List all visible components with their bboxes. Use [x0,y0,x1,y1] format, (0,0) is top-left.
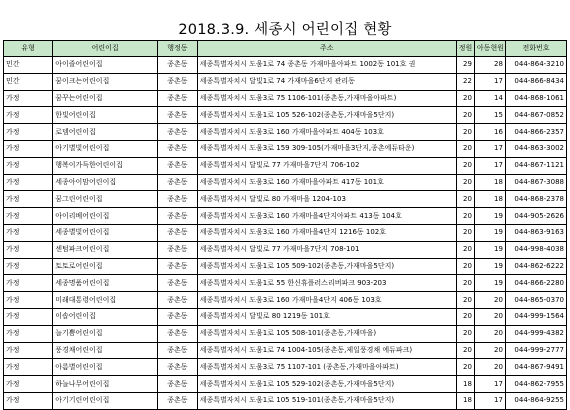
cell-dong: 종촌동 [158,57,198,74]
cell-name: 꿈꾸는어린이집 [53,90,158,107]
cell-dong: 종촌동 [158,359,198,376]
table-row [4,73,567,90]
table-row [4,308,567,325]
cell-capacity: 29 [456,57,474,74]
cell-dong: 종촌동 [158,107,198,124]
cell-type: 민간 [4,57,53,74]
table-body [4,57,567,410]
cell-phone: 044-866-2357 [505,124,566,141]
cell-name: 풍경채어린이집 [53,342,158,359]
cell-name: 세종명품어린이집 [53,275,158,292]
cell-enrolled: 17 [474,392,505,409]
cell-phone: 044-863-9163 [505,224,566,241]
cell-address: 세종특별자치시 달빛로 80 1219동 101호 [197,308,456,325]
cell-capacity: 20 [456,292,474,309]
cell-capacity: 18 [456,392,474,409]
cell-phone: 044-998-4038 [505,241,566,258]
table-row [4,124,567,141]
cell-name: 하늘나무어린이집 [53,376,158,393]
cell-phone: 044-866-8434 [505,73,566,90]
cell-type: 가정 [4,224,53,241]
cell-phone: 044-905-2626 [505,208,566,225]
cell-enrolled: 19 [474,224,505,241]
cell-phone: 044-867-1121 [505,157,566,174]
cell-phone: 044-867-0852 [505,107,566,124]
cell-capacity: 20 [456,308,474,325]
cell-enrolled: 19 [474,275,505,292]
cell-name: 행복이가득한어린이집 [53,157,158,174]
cell-name: 토토로어린이집 [53,258,158,275]
cell-name: 센텀파크어린이집 [53,241,158,258]
cell-phone: 044-866-2280 [505,275,566,292]
header-enrolled: 아동현원 [474,41,505,57]
cell-type: 가정 [4,308,53,325]
cell-dong: 종촌동 [158,241,198,258]
cell-type: 가정 [4,258,53,275]
cell-address: 세종특별자치시 도움3로 75 1106-101(종촌동,가재마을아파트) [197,90,456,107]
cell-dong: 종촌동 [158,90,198,107]
cell-phone: 044-865-0370 [505,292,566,309]
table-header [4,41,567,57]
table-row [4,140,567,157]
table-row [4,107,567,124]
cell-capacity: 20 [456,90,474,107]
cell-phone: 044-862-7955 [505,376,566,393]
cell-capacity: 20 [456,124,474,141]
cell-enrolled: 17 [474,140,505,157]
cell-capacity: 20 [456,359,474,376]
cell-type: 가정 [4,107,53,124]
cell-enrolled: 18 [474,174,505,191]
cell-capacity: 20 [456,174,474,191]
cell-type: 가정 [4,208,53,225]
cell-dong: 종촌동 [158,308,198,325]
cell-type: 가정 [4,275,53,292]
cell-type: 가정 [4,292,53,309]
cell-dong: 종촌동 [158,342,198,359]
cell-dong: 종촌동 [158,191,198,208]
cell-name: 미래대통령어린이집 [53,292,158,309]
cell-enrolled: 19 [474,258,505,275]
cell-phone: 044-999-4382 [505,325,566,342]
cell-enrolled: 18 [474,191,505,208]
cell-enrolled: 17 [474,157,505,174]
cell-address: 세종특별자치시 도움1로 74 1004-105(종촌동,제일풍경채 에듀파크) [197,342,456,359]
cell-address: 세종특별자치시 도움1로 55 한신휴플러스리버파크 903-203 [197,275,456,292]
table-row [4,174,567,191]
cell-enrolled: 20 [474,325,505,342]
cell-name: 아기별빛어린이집 [53,140,158,157]
cell-capacity: 20 [456,342,474,359]
cell-dong: 종촌동 [158,376,198,393]
cell-enrolled: 20 [474,308,505,325]
cell-dong: 종촌동 [158,174,198,191]
cell-enrolled: 19 [474,208,505,225]
cell-capacity: 20 [456,140,474,157]
cell-name: 이솝어린이집 [53,308,158,325]
table-row [4,224,567,241]
cell-name: 아름별어린이집 [53,359,158,376]
cell-address: 세종특별자치시 도움3로 160 가재마을4단지 1216동 102호 [197,224,456,241]
cell-type: 가정 [4,140,53,157]
cell-capacity: 20 [456,107,474,124]
cell-address: 세종특별자치시 달빛로 77 가재마을7단지 708-101 [197,241,456,258]
cell-capacity: 20 [456,191,474,208]
cell-enrolled: 14 [474,90,505,107]
cell-address: 세종특별자치시 도움1로 105 508-101(종촌동,가재마을) [197,325,456,342]
cell-type: 가정 [4,392,53,409]
cell-enrolled: 20 [474,292,505,309]
cell-type: 가정 [4,241,53,258]
cell-capacity: 22 [456,73,474,90]
header-type: 유형 [4,41,53,57]
cell-address: 세종특별자치시 달빛1로 74 가재마을6단지 관리동 [197,73,456,90]
cell-type: 가정 [4,174,53,191]
cell-type: 가정 [4,124,53,141]
table-row [4,359,567,376]
cell-phone: 044-864-9255 [505,392,566,409]
cell-type: 가정 [4,90,53,107]
table-row [4,208,567,225]
table-row [4,157,567,174]
cell-address: 세종특별자치시 도움1로 105 526-102(종촌동,가재마을5단지) [197,107,456,124]
cell-name: 꿈이크는어린이집 [53,73,158,90]
cell-dong: 종촌동 [158,292,198,309]
cell-address: 세종특별자치시 도움1로 74 종촌동 가재마을아파트 1002동 101호 권 [197,57,456,74]
cell-phone: 044-867-3088 [505,174,566,191]
cell-enrolled: 17 [474,376,505,393]
cell-phone: 044-999-2777 [505,342,566,359]
cell-dong: 종촌동 [158,325,198,342]
cell-enrolled: 16 [474,124,505,141]
table-row [4,342,567,359]
table-row [4,376,567,393]
cell-enrolled: 20 [474,359,505,376]
cell-address: 세종특별자치시 도움3로 159 309-105(가재마을3단지,종촌에듀타운) [197,140,456,157]
table-row [4,275,567,292]
cell-capacity: 20 [456,325,474,342]
cell-name: 세종아이맘어린이집 [53,174,158,191]
cell-enrolled: 28 [474,57,505,74]
cell-address: 세종특별자치시 도움1로 105 509-102(종촌동,가재마을5단지) [197,258,456,275]
cell-phone: 044-867-9491 [505,359,566,376]
cell-phone: 044-868-2378 [505,191,566,208]
cell-capacity: 20 [456,157,474,174]
cell-type: 가정 [4,376,53,393]
cell-type: 가정 [4,359,53,376]
cell-address: 세종특별자치시 달빛로 80 가재마을 1204-103 [197,191,456,208]
cell-dong: 종촌동 [158,73,198,90]
cell-dong: 종촌동 [158,140,198,157]
cell-dong: 종촌동 [158,275,198,292]
cell-address: 세종특별자치시 도움3로 160 가재마을아파트 417동 101호 [197,174,456,191]
header-row [4,41,567,57]
cell-dong: 종촌동 [158,392,198,409]
cell-type: 가정 [4,157,53,174]
cell-name: 아이즐어린이집 [53,57,158,74]
cell-enrolled: 17 [474,73,505,90]
document-title: 2018.3.9. 세종시 어린이집 현황 [178,22,392,38]
cell-type: 민간 [4,73,53,90]
cell-address: 세종특별자치시 도움1로 105 529-102(종촌동,가재마을5단지) [197,376,456,393]
cell-enrolled: 20 [474,342,505,359]
cell-name: 로뎀어린이집 [53,124,158,141]
cell-address: 세종특별자치시 도움3로 160 가재마을4단지 406동 103호 [197,292,456,309]
cell-type: 가정 [4,191,53,208]
table-row [4,258,567,275]
header-capacity: 정원 [456,41,474,57]
cell-dong: 종촌동 [158,157,198,174]
header-phone: 전화번호 [505,41,566,57]
cell-phone: 044-999-1564 [505,308,566,325]
daycare-table [3,40,567,410]
cell-enrolled: 19 [474,241,505,258]
cell-capacity: 20 [456,224,474,241]
table-row [4,191,567,208]
cell-address: 세종특별자치시 도움3로 75 1107-101 (종촌동,가재마을아파트) [197,359,456,376]
header-address: 주소 [197,41,456,57]
cell-name: 세종별빛어린이집 [53,224,158,241]
cell-address: 세종특별자치시 달빛로 77 가재마을7단지 706-102 [197,157,456,174]
cell-name: 한빛어린이집 [53,107,158,124]
cell-name: 아기기린어린이집 [53,392,158,409]
cell-phone: 044-862-6222 [505,258,566,275]
cell-phone: 044-868-1061 [505,90,566,107]
cell-capacity: 20 [456,275,474,292]
table-row [4,241,567,258]
header-name: 어린이집 [53,41,158,57]
cell-address: 세종특별자치시 도움1로 105 519-101(종촌동,가재마을5단지) [197,392,456,409]
cell-address: 세종특별자치시 도움3로 160 가재마을4단지아파트 413동 104호 [197,208,456,225]
cell-capacity: 20 [456,258,474,275]
cell-enrolled: 15 [474,107,505,124]
cell-dong: 종촌동 [158,208,198,225]
cell-name: 늘기쁨어린이집 [53,325,158,342]
cell-phone: 044-863-3002 [505,140,566,157]
table-row [4,90,567,107]
cell-type: 가정 [4,325,53,342]
table-row [4,292,567,309]
cell-phone: 044-864-3210 [505,57,566,74]
cell-dong: 종촌동 [158,224,198,241]
cell-name: 꿈그린어린이집 [53,191,158,208]
cell-capacity: 20 [456,241,474,258]
table-row [4,392,567,409]
cell-capacity: 20 [456,208,474,225]
header-dong: 행정동 [158,41,198,57]
cell-capacity: 18 [456,376,474,393]
table-row [4,325,567,342]
cell-name: 아이리베어린이집 [53,208,158,225]
cell-type: 가정 [4,342,53,359]
cell-dong: 종촌동 [158,258,198,275]
cell-dong: 종촌동 [158,124,198,141]
cell-address: 세종특별자치시 도움3로 160 가재마을아파트 404동 103호 [197,124,456,141]
table-row [4,57,567,74]
